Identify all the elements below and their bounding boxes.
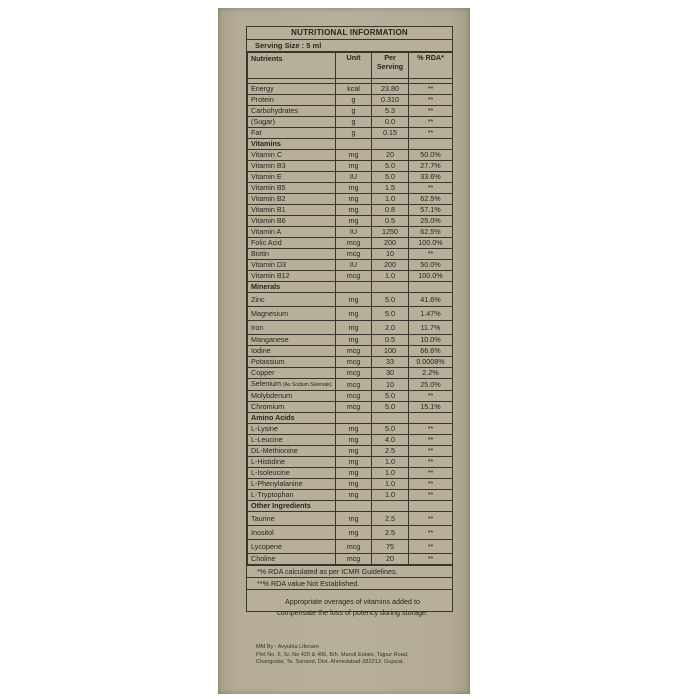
- nutrient-value: 1.0: [372, 271, 409, 282]
- nutrient-name-text: Potassium: [251, 357, 285, 366]
- section-empty-cell: [336, 501, 372, 512]
- section-empty-cell: [409, 413, 453, 424]
- nutrient-name-text: Folic Acid: [251, 238, 282, 247]
- nutrient-rda: 41.6%: [409, 293, 453, 307]
- nutrient-rda: 27.7%: [409, 161, 453, 172]
- table-row: [248, 238, 453, 249]
- nutrient-unit: mg: [336, 512, 372, 526]
- section-other-ingredients: [248, 501, 453, 512]
- nutrient-rda: **: [409, 435, 453, 446]
- nutrient-name-text: Carbohydrates: [251, 106, 299, 115]
- nutrient-name: [248, 172, 336, 183]
- nutrient-value: 10: [372, 249, 409, 260]
- overage-note: [247, 590, 452, 617]
- manufacturer-line-1: Mfd By : Avyukta Lifecare: [256, 644, 320, 650]
- nutrient-unit: mg: [336, 479, 372, 490]
- nutrient-rda: 33.6%: [409, 172, 453, 183]
- nutrient-name-text: Molybdenum: [251, 391, 293, 400]
- table-row: [248, 95, 453, 106]
- nutrient-name-text: Copper: [251, 368, 275, 377]
- nutrient-value: 0.5: [372, 216, 409, 227]
- nutrient-rda: 0.0008%: [409, 357, 453, 368]
- nutrient-unit: mg: [336, 183, 372, 194]
- nutrient-rda: **: [409, 391, 453, 402]
- table-row: [248, 117, 453, 128]
- table-row: [248, 227, 453, 238]
- footnotes: [247, 565, 452, 617]
- table-row: [248, 540, 453, 554]
- nutrient-rda: **: [409, 106, 453, 117]
- nutrient-rda: **: [409, 457, 453, 468]
- nutrient-value: 30: [372, 368, 409, 379]
- serving-size: Serving Size : 5 ml: [247, 40, 452, 52]
- nutrient-name-text: Biotin: [251, 249, 269, 258]
- table-row: [248, 526, 453, 540]
- nutrient-name: [248, 117, 336, 128]
- nutrient-value: 23.80: [372, 84, 409, 95]
- header-unit: Unit: [336, 53, 372, 79]
- nutrient-name-text: Vitamin B12: [251, 271, 290, 280]
- nutrient-name-text: Energy: [251, 84, 274, 93]
- nutrient-name-text: Iron: [251, 323, 264, 332]
- nutrient-name-text: L-Lysine: [251, 424, 278, 433]
- nutrient-value: 1.0: [372, 468, 409, 479]
- section-label: Minerals: [248, 282, 336, 293]
- nutrient-name: [248, 106, 336, 117]
- nutrient-name-text: Taurine: [251, 514, 275, 523]
- nutrient-unit: mg: [336, 435, 372, 446]
- nutrient-name: [248, 293, 336, 307]
- nutrient-value: 1.0: [372, 457, 409, 468]
- table-row: [248, 435, 453, 446]
- nutrient-unit: mcg: [336, 249, 372, 260]
- table-row: [248, 84, 453, 95]
- nutrient-value: 2.5: [372, 526, 409, 540]
- section-label: Other Ingredients: [248, 501, 336, 512]
- table-row: [248, 172, 453, 183]
- section-empty-cell: [372, 282, 409, 293]
- nutrient-name: [248, 335, 336, 346]
- section-empty-cell: [336, 139, 372, 150]
- nutrient-name-text: Manganese: [251, 335, 289, 344]
- nutrient-name: [248, 161, 336, 172]
- nutrient-unit: mg: [336, 335, 372, 346]
- nutrient-value: 1.5: [372, 183, 409, 194]
- nutrient-rda: 62.5%: [409, 194, 453, 205]
- nutrient-unit: mcg: [336, 402, 372, 413]
- nutrient-unit: IU: [336, 260, 372, 271]
- nutrient-unit: mg: [336, 293, 372, 307]
- table-row: [248, 128, 453, 139]
- nutrient-rda: **: [409, 479, 453, 490]
- nutrient-rda: **: [409, 554, 453, 565]
- manufacturer-info: [256, 644, 456, 667]
- nutrient-unit: mg: [336, 150, 372, 161]
- nutrient-unit: g: [336, 128, 372, 139]
- footnote-not-established: **% RDA value Not Established.: [247, 578, 452, 590]
- section-empty-cell: [372, 139, 409, 150]
- nutrient-name-text: Lycopene: [251, 542, 282, 551]
- section-empty-cell: [336, 282, 372, 293]
- nutrient-name: [248, 526, 336, 540]
- nutrient-value: 0.0: [372, 117, 409, 128]
- nutrient-name-text: Zinc: [251, 295, 265, 304]
- nutrient-name-text: Inositol: [251, 528, 274, 537]
- table-row: [248, 249, 453, 260]
- nutrient-unit: g: [336, 106, 372, 117]
- nutrient-value: 20: [372, 150, 409, 161]
- nutrient-rda: **: [409, 540, 453, 554]
- table-row: [248, 446, 453, 457]
- section-empty-cell: [372, 501, 409, 512]
- nutrient-value: 5.0: [372, 424, 409, 435]
- nutrient-unit: mcg: [336, 379, 372, 391]
- header-rda: % RDA*: [409, 53, 453, 79]
- nutrient-unit: mg: [336, 194, 372, 205]
- nutrient-value: 5.0: [372, 391, 409, 402]
- nutrient-name: [248, 260, 336, 271]
- nutrient-name: [248, 183, 336, 194]
- section-empty-cell: [409, 139, 453, 150]
- nutrient-name: [248, 391, 336, 402]
- nutrient-value: 5.0: [372, 161, 409, 172]
- nutrient-name: [248, 321, 336, 335]
- nutrient-rda: 25.0%: [409, 216, 453, 227]
- nutrient-unit: mcg: [336, 271, 372, 282]
- panel-title: NUTRITIONAL INFORMATION: [247, 27, 452, 40]
- nutrient-unit: mg: [336, 457, 372, 468]
- nutrient-unit: mg: [336, 424, 372, 435]
- nutrient-name: [248, 379, 336, 391]
- nutrient-unit: IU: [336, 227, 372, 238]
- nutrient-name-text: Protein: [251, 95, 274, 104]
- nutrient-rda: 62.5%: [409, 227, 453, 238]
- table-row: [248, 368, 453, 379]
- table-row: [248, 457, 453, 468]
- nutrient-name: [248, 150, 336, 161]
- table-row: [248, 260, 453, 271]
- nutrient-value: 100: [372, 346, 409, 357]
- nutrient-value: 4.0: [372, 435, 409, 446]
- table-row: [248, 346, 453, 357]
- nutrient-rda: **: [409, 468, 453, 479]
- nutrient-name-text: Vitamin D3: [251, 260, 287, 269]
- overage-line-1: Appropriate overages of vitamins added to: [284, 597, 421, 606]
- section-empty-cell: [409, 282, 453, 293]
- nutrition-panel: [246, 26, 453, 617]
- nutrient-name-text: L-Histidine: [251, 457, 285, 466]
- nutrient-unit: mg: [336, 468, 372, 479]
- nutrient-name: [248, 512, 336, 526]
- table-row: [248, 357, 453, 368]
- table-row: [248, 216, 453, 227]
- nutrient-name: [248, 357, 336, 368]
- nutrient-name: [248, 402, 336, 413]
- nutrient-name-text: Vitamin E: [251, 172, 282, 181]
- nutrient-name: [248, 249, 336, 260]
- nutrient-name: [248, 84, 336, 95]
- table-header-row: [248, 53, 453, 79]
- table-row: [248, 379, 453, 391]
- nutrient-unit: mcg: [336, 346, 372, 357]
- nutrient-name-text: Vitamin C: [251, 150, 283, 159]
- nutrient-name: [248, 446, 336, 457]
- table-row: [248, 490, 453, 501]
- nutrient-name: [248, 227, 336, 238]
- nutrient-value: 200: [372, 238, 409, 249]
- table-row: [248, 554, 453, 565]
- nutrient-rda: 100.0%: [409, 238, 453, 249]
- nutrient-rda: 66.6%: [409, 346, 453, 357]
- nutrient-rda: **: [409, 446, 453, 457]
- nutrient-rda: 25.0%: [409, 379, 453, 391]
- nutrient-name: [248, 490, 336, 501]
- nutrient-name-text: Fat: [251, 128, 262, 137]
- nutrient-value: 0.8: [372, 205, 409, 216]
- table-row: [248, 161, 453, 172]
- nutrient-unit: mg: [336, 446, 372, 457]
- nutrient-unit: g: [336, 117, 372, 128]
- nutrient-unit: mg: [336, 307, 372, 321]
- nutrient-value: 5.0: [372, 172, 409, 183]
- nutrient-rda: 100.0%: [409, 271, 453, 282]
- nutrient-unit: mcg: [336, 238, 372, 249]
- nutrient-value: 5.0: [372, 293, 409, 307]
- nutrient-value: 0.5: [372, 335, 409, 346]
- table-row: [248, 479, 453, 490]
- table-row: [248, 424, 453, 435]
- nutrient-name: [248, 271, 336, 282]
- nutrient-value: 0.310: [372, 95, 409, 106]
- nutrient-unit: mcg: [336, 554, 372, 565]
- nutrient-rda: **: [409, 424, 453, 435]
- nutrient-rda: **: [409, 117, 453, 128]
- nutrient-name-text: L-Isoleucine: [251, 468, 290, 477]
- nutrient-name-text: Vitamin B6: [251, 216, 286, 225]
- section-empty-cell: [336, 413, 372, 424]
- table-row: [248, 512, 453, 526]
- nutrient-value: 1250: [372, 227, 409, 238]
- nutrient-unit: mcg: [336, 540, 372, 554]
- nutrient-unit: IU: [336, 172, 372, 183]
- nutrient-rda: **: [409, 183, 453, 194]
- nutrient-value: 20: [372, 554, 409, 565]
- nutrient-value: 1.0: [372, 194, 409, 205]
- nutrient-name: [248, 307, 336, 321]
- nutrient-value: 200: [372, 260, 409, 271]
- nutrient-value: 33: [372, 357, 409, 368]
- nutrient-rda: 2.2%: [409, 368, 453, 379]
- nutrient-name-text: Vitamin B1: [251, 205, 286, 214]
- nutrient-value: 5.0: [372, 402, 409, 413]
- nutrient-name: [248, 540, 336, 554]
- manufacturer-line-2: Plot No. 6, Sr. No 420 & 496, B/h. Maruti Estate, Tajpur Road,: [256, 651, 409, 658]
- nutrient-value: 2.0: [372, 321, 409, 335]
- nutrient-name: [248, 554, 336, 565]
- nutrient-unit: kcal: [336, 84, 372, 95]
- nutrient-unit: mcg: [336, 357, 372, 368]
- nutrient-rda: **: [409, 128, 453, 139]
- table-row: [248, 391, 453, 402]
- nutrient-name: [248, 457, 336, 468]
- section-amino-acids: [248, 413, 453, 424]
- nutrient-rda: 1.47%: [409, 307, 453, 321]
- nutrient-name-text: L-Leucine: [251, 435, 283, 444]
- nutrient-name: [248, 368, 336, 379]
- nutrient-name: [248, 95, 336, 106]
- manufacturer-line-3: Changodar, Ta. Sanand, Dist. Ahmedabad-382213. Gujarat.: [256, 659, 404, 665]
- nutrient-rda: 11.7%: [409, 321, 453, 335]
- nutrient-name-text: Vitamin B5: [251, 183, 286, 192]
- footnote-rda: *% RDA calculated as per ICMR Guidelines.: [247, 566, 452, 578]
- nutrient-name: [248, 435, 336, 446]
- table-row: [248, 183, 453, 194]
- nutrient-value: 1.0: [372, 490, 409, 501]
- nutrient-rda: **: [409, 249, 453, 260]
- nutrient-name: [248, 424, 336, 435]
- nutrient-unit: mcg: [336, 391, 372, 402]
- nutrient-unit: mg: [336, 161, 372, 172]
- nutrient-value: 2.5: [372, 446, 409, 457]
- nutrient-name: [248, 346, 336, 357]
- table-row: [248, 293, 453, 307]
- section-label: Amino Acids: [248, 413, 336, 424]
- nutrient-rda: **: [409, 512, 453, 526]
- table-row: [248, 307, 453, 321]
- nutrition-table: [247, 52, 453, 565]
- section-empty-cell: [409, 501, 453, 512]
- nutrient-rda: 50.0%: [409, 150, 453, 161]
- nutrient-name: [248, 479, 336, 490]
- nutrient-unit: mcg: [336, 368, 372, 379]
- nutrient-value: 5.3: [372, 106, 409, 117]
- table-row: [248, 468, 453, 479]
- nutrient-rda: **: [409, 84, 453, 95]
- nutrient-value: 0.15: [372, 128, 409, 139]
- table-row: [248, 335, 453, 346]
- nutrient-value: 75: [372, 540, 409, 554]
- section-empty-cell: [372, 413, 409, 424]
- nutrient-name-text: L-Phenylalanine: [251, 479, 303, 488]
- table-row: [248, 205, 453, 216]
- nutrient-unit: g: [336, 95, 372, 106]
- nutrient-name-text: L-Tryptophan: [251, 490, 294, 499]
- nutrient-unit: mg: [336, 490, 372, 501]
- nutrient-value: 5.0: [372, 307, 409, 321]
- nutrient-name: [248, 205, 336, 216]
- section-vitamins: [248, 139, 453, 150]
- nutrient-rda: **: [409, 490, 453, 501]
- nutrient-name-text: Choline: [251, 554, 276, 563]
- nutrient-name-text: Vitamin B3: [251, 161, 286, 170]
- table-row: [248, 321, 453, 335]
- nutrient-value: 2.5: [372, 512, 409, 526]
- nutrient-value: 1.0: [372, 479, 409, 490]
- nutrient-name-text: (Sugar): [251, 117, 275, 126]
- nutrient-name-text: Iodine: [251, 346, 271, 355]
- nutrient-rda: **: [409, 95, 453, 106]
- nutrient-value: 10: [372, 379, 409, 391]
- nutrient-rda: 10.0%: [409, 335, 453, 346]
- table-row: [248, 150, 453, 161]
- nutrient-name-text: Vitamin B2: [251, 194, 286, 203]
- nutrient-unit: mg: [336, 216, 372, 227]
- nutrient-name: [248, 238, 336, 249]
- header-nutrients: Nutrients: [248, 53, 336, 79]
- section-minerals: [248, 282, 453, 293]
- nutrient-rda: 15.1%: [409, 402, 453, 413]
- table-row: [248, 402, 453, 413]
- nutrient-name-text: DL-Methionine: [251, 446, 298, 455]
- nutrient-unit: mg: [336, 526, 372, 540]
- nutrient-name-text: Chromium: [251, 402, 285, 411]
- table-row: [248, 106, 453, 117]
- nutrient-unit: mg: [336, 205, 372, 216]
- nutrient-name: [248, 468, 336, 479]
- nutrient-name-note: (As Sodium Selenate): [282, 382, 332, 388]
- nutrient-rda: 50.0%: [409, 260, 453, 271]
- nutrient-name-text: Vitamin A: [251, 227, 282, 236]
- table-row: [248, 271, 453, 282]
- section-label: Vitamins: [248, 139, 336, 150]
- nutrient-name-text: Selenium: [251, 379, 281, 388]
- table-row: [248, 194, 453, 205]
- nutrient-rda: 57.1%: [409, 205, 453, 216]
- nutrient-rda: **: [409, 526, 453, 540]
- nutrient-name-text: Magnesium: [251, 309, 289, 318]
- nutrient-name: [248, 216, 336, 227]
- overage-line-2: compensate the loss of potency during storage.: [276, 608, 429, 617]
- nutrient-unit: mg: [336, 321, 372, 335]
- header-per-serving: Per Serving: [372, 53, 409, 79]
- nutrient-name: [248, 194, 336, 205]
- nutrient-name: [248, 128, 336, 139]
